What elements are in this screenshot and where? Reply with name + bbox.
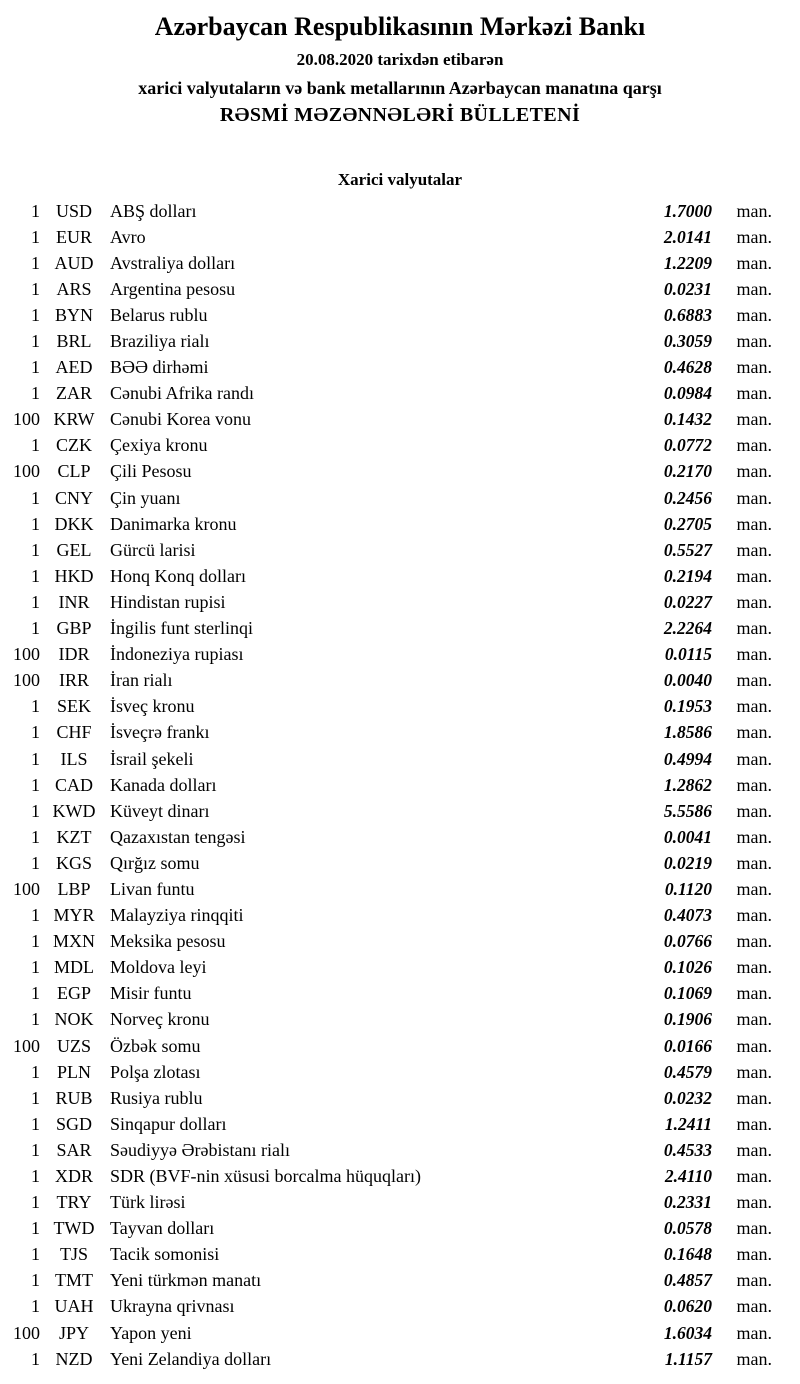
currency-quantity: 1 — [31, 1113, 40, 1134]
currency-quantity: 1 — [31, 435, 40, 456]
rate-unit: man. — [736, 461, 772, 482]
currency-quantity: 100 — [13, 1322, 40, 1343]
table-row — [0, 616, 772, 642]
rate-value: 0.3059 — [663, 331, 712, 352]
currency-name: Çin yuanı — [110, 487, 181, 508]
currency-quantity: 100 — [13, 409, 40, 430]
table-row — [0, 563, 772, 589]
rate-value: 0.0166 — [663, 1035, 712, 1056]
rate-unit: man. — [736, 1061, 772, 1082]
rate-unit: man. — [736, 1113, 772, 1134]
table-row — [0, 1346, 772, 1372]
rate-value: 0.1026 — [663, 957, 712, 978]
currency-name: Polşa zlotası — [110, 1061, 201, 1082]
rate-value: 0.2194 — [663, 565, 712, 586]
table-row — [0, 485, 772, 511]
table-row — [0, 694, 772, 720]
table-row — [0, 1059, 772, 1085]
currency-name: Belarus rublu — [110, 304, 208, 325]
currency-code: MXN — [52, 931, 95, 952]
currency-name: Misir funtu — [110, 983, 192, 1004]
currency-name: Sinqapur dolları — [110, 1113, 227, 1134]
section-title-foreign-currencies: Xarici valyutalar — [337, 170, 463, 189]
table-row — [0, 198, 772, 224]
rate-value: 1.6034 — [663, 1322, 712, 1343]
currency-quantity: 1 — [31, 591, 40, 612]
currency-name: Qazaxıstan tengəsi — [110, 826, 246, 847]
rate-unit: man. — [736, 696, 772, 717]
currency-quantity: 1 — [31, 800, 40, 821]
currency-name: Livan funtu — [110, 878, 195, 899]
rate-unit: man. — [736, 513, 772, 534]
table-row — [0, 302, 772, 328]
currency-quantity: 1 — [31, 931, 40, 952]
currency-name: Yapon yeni — [110, 1322, 192, 1343]
rate-unit: man. — [736, 1166, 772, 1187]
rate-value: 0.1953 — [663, 696, 712, 717]
currency-name: Türk lirəsi — [110, 1192, 186, 1213]
currency-quantity: 1 — [31, 1009, 40, 1030]
table-row — [0, 511, 772, 537]
currency-name: Səudiyyə Ərəbistanı rialı — [110, 1139, 290, 1160]
rate-value: 1.2411 — [664, 1113, 712, 1134]
table-row — [0, 1294, 772, 1320]
currency-quantity: 1 — [31, 565, 40, 586]
currency-code: INR — [58, 591, 90, 612]
rate-value: 0.1069 — [663, 983, 712, 1004]
table-row — [0, 589, 772, 615]
currency-code: LBP — [57, 878, 91, 899]
rate-unit: man. — [736, 1139, 772, 1160]
rate-unit: man. — [736, 226, 772, 247]
currency-code: UZS — [56, 1035, 91, 1056]
bulletin-header — [0, 0, 800, 125]
table-row — [0, 929, 772, 955]
currency-quantity: 1 — [31, 539, 40, 560]
currency-quantity: 1 — [31, 957, 40, 978]
rate-value: 5.5586 — [663, 800, 712, 821]
currency-name: Avstraliya dolları — [110, 252, 236, 273]
currency-code: CAD — [54, 774, 93, 795]
rate-value: 0.0232 — [663, 1087, 712, 1108]
rate-unit: man. — [736, 931, 772, 952]
rate-unit: man. — [736, 1087, 772, 1108]
currency-code: HKD — [54, 565, 94, 586]
currency-code: ILS — [60, 748, 88, 769]
currency-name: İndoneziya rupiası — [110, 644, 244, 665]
currency-code: KGS — [55, 852, 92, 873]
currency-quantity: 100 — [13, 1035, 40, 1056]
currency-quantity: 1 — [31, 513, 40, 534]
currency-quantity: 100 — [13, 461, 40, 482]
rate-unit: man. — [736, 1322, 772, 1343]
rate-unit: man. — [736, 800, 772, 821]
currency-quantity: 1 — [31, 252, 40, 273]
table-row — [0, 798, 772, 824]
currency-code: NOK — [54, 1009, 94, 1030]
table-row — [0, 955, 772, 981]
currency-name: Hindistan rupisi — [110, 591, 226, 612]
currency-name: ABŞ dolları — [110, 200, 197, 221]
rate-value: 1.8586 — [663, 722, 712, 743]
currency-name: İngilis funt sterlinqi — [110, 618, 253, 639]
currency-code: XDR — [54, 1166, 93, 1187]
rate-unit: man. — [736, 487, 772, 508]
currency-quantity: 1 — [31, 722, 40, 743]
currency-code: DKK — [54, 513, 94, 534]
rate-value: 0.0115 — [664, 644, 712, 665]
rate-unit: man. — [736, 200, 772, 221]
currency-quantity: 1 — [31, 1348, 40, 1369]
currency-name: Avro — [110, 226, 146, 247]
currency-name: Cənubi Afrika randı — [110, 383, 254, 404]
currency-code: TRY — [56, 1192, 92, 1213]
rate-value: 0.4857 — [663, 1270, 712, 1291]
currency-name: Küveyt dinarı — [110, 800, 210, 821]
currency-name: İsveç kronu — [110, 696, 195, 717]
rate-value: 0.1648 — [663, 1244, 712, 1265]
rate-value: 0.2170 — [663, 461, 712, 482]
currency-name: Çili Pesosu — [110, 461, 192, 482]
rate-unit: man. — [736, 1009, 772, 1030]
rate-unit: man. — [736, 331, 772, 352]
rate-unit: man. — [736, 1244, 772, 1265]
currency-code: AED — [55, 357, 93, 378]
rate-unit: man. — [736, 304, 772, 325]
currency-code: CZK — [56, 435, 92, 456]
currency-quantity: 1 — [31, 618, 40, 639]
currency-code: BRL — [56, 331, 92, 352]
rate-value: 0.0772 — [663, 435, 712, 456]
currency-quantity: 1 — [31, 1192, 40, 1213]
rate-value: 1.2862 — [663, 774, 712, 795]
table-row — [0, 720, 772, 746]
rate-value: 0.4533 — [663, 1139, 712, 1160]
currency-name: Cənubi Korea vonu — [110, 409, 251, 430]
table-row — [0, 250, 772, 276]
currency-code: JPY — [58, 1322, 89, 1343]
table-row — [0, 824, 772, 850]
rate-value: 0.0227 — [663, 591, 712, 612]
table-row — [0, 537, 772, 563]
currency-code: SAR — [56, 1139, 92, 1160]
rate-value: 0.1432 — [663, 409, 712, 430]
currency-code: EUR — [56, 226, 92, 247]
table-row — [0, 1137, 772, 1163]
rate-value: 1.1157 — [664, 1348, 712, 1369]
effective-date-line: 20.08.2020 tarixdən etibarən — [296, 50, 504, 69]
currency-quantity: 100 — [13, 670, 40, 691]
rate-value: 2.2264 — [663, 618, 712, 639]
table-row — [0, 381, 772, 407]
rate-value: 0.4579 — [663, 1061, 712, 1082]
currency-name: Tayvan dolları — [110, 1218, 215, 1239]
currency-name: SDR (BVF-nin xüsusi borcalma hüquqları) — [110, 1166, 421, 1187]
currency-quantity: 1 — [31, 278, 40, 299]
rate-unit: man. — [736, 722, 772, 743]
rate-value: 0.0984 — [663, 383, 712, 404]
rate-unit: man. — [736, 774, 772, 795]
currency-name: Moldova leyi — [110, 957, 207, 978]
rate-value: 0.2456 — [663, 487, 712, 508]
page-title: Azərbaycan Respublikasının Mərkəzi Bankı — [154, 12, 646, 41]
currency-code: KRW — [53, 409, 95, 430]
currency-code: USD — [55, 200, 92, 221]
table-row — [0, 224, 772, 250]
table-row — [0, 459, 772, 485]
rate-value: 0.0766 — [663, 931, 712, 952]
rate-unit: man. — [736, 983, 772, 1004]
rate-unit: man. — [736, 905, 772, 926]
rate-unit: man. — [736, 1296, 772, 1317]
table-row — [0, 772, 772, 798]
rate-value: 0.0041 — [663, 826, 712, 847]
rate-unit: man. — [736, 591, 772, 612]
table-row — [0, 433, 772, 459]
table-row — [0, 1216, 772, 1242]
currency-quantity: 1 — [31, 826, 40, 847]
currency-quantity: 1 — [31, 1218, 40, 1239]
currency-quantity: 1 — [31, 487, 40, 508]
currency-name: Honq Konq dolları — [110, 565, 246, 586]
currency-name: Yeni türkmən manatı — [110, 1270, 262, 1291]
currency-code: TWD — [53, 1218, 95, 1239]
rate-unit: man. — [736, 435, 772, 456]
currency-code: CHF — [56, 722, 92, 743]
table-row — [0, 746, 772, 772]
currency-code: KWD — [52, 800, 96, 821]
currency-name: Özbək somu — [110, 1035, 201, 1056]
table-row — [0, 876, 772, 902]
table-row — [0, 642, 772, 668]
rate-value: 0.1120 — [664, 878, 712, 899]
currency-quantity: 1 — [31, 983, 40, 1004]
currency-quantity: 1 — [31, 383, 40, 404]
currency-quantity: 1 — [31, 1087, 40, 1108]
currency-code: IRR — [58, 670, 89, 691]
currency-code: EGP — [56, 983, 91, 1004]
currency-quantity: 1 — [31, 1139, 40, 1160]
currency-code: CNY — [54, 487, 93, 508]
rate-value: 0.0219 — [663, 852, 712, 873]
currency-name: Gürcü larisi — [110, 539, 196, 560]
currency-name: İsrail şekeli — [110, 748, 194, 769]
currency-code: SEK — [56, 696, 91, 717]
currency-code: GEL — [56, 539, 92, 560]
currency-name: Tacik somonisi — [110, 1244, 220, 1265]
currency-quantity: 1 — [31, 331, 40, 352]
currency-quantity: 1 — [31, 1244, 40, 1265]
rate-unit: man. — [736, 618, 772, 639]
rate-value: 0.2331 — [663, 1192, 712, 1213]
bulletin-subtitle: xarici valyutaların və bank metallarının Azərbaycan manatına qarşı — [138, 78, 662, 98]
currency-quantity: 1 — [31, 1296, 40, 1317]
currency-code: IDR — [58, 644, 90, 665]
currency-quantity: 1 — [31, 905, 40, 926]
currency-code: TMT — [55, 1270, 93, 1291]
rate-value: 0.0231 — [663, 278, 712, 299]
currency-code: AUD — [54, 252, 94, 273]
currency-quantity: 1 — [31, 226, 40, 247]
currency-name: Qırğız somu — [110, 852, 200, 873]
rate-unit: man. — [736, 878, 772, 899]
currency-name: Norveç kronu — [110, 1009, 210, 1030]
table-row — [0, 1242, 772, 1268]
currency-quantity: 1 — [31, 304, 40, 325]
rate-unit: man. — [736, 357, 772, 378]
currency-name: Meksika pesosu — [110, 931, 226, 952]
currency-code: RUB — [55, 1087, 93, 1108]
rate-value: 0.5527 — [663, 539, 712, 560]
currency-name: İran rialı — [110, 670, 173, 691]
currency-code: GBP — [56, 618, 92, 639]
currency-code: KZT — [56, 826, 92, 847]
rate-unit: man. — [736, 1035, 772, 1056]
currency-name: Ukrayna qrivnası — [110, 1296, 235, 1317]
currency-code: BYN — [54, 304, 93, 325]
table-row — [0, 981, 772, 1007]
table-row — [0, 328, 772, 354]
table-row — [0, 1111, 772, 1137]
currency-code: PLN — [56, 1061, 91, 1082]
currency-quantity: 1 — [31, 774, 40, 795]
currency-code: MDL — [54, 957, 94, 978]
rate-unit: man. — [736, 826, 772, 847]
table-row — [0, 276, 772, 302]
table-row — [0, 1268, 772, 1294]
currency-name: Malayziya rinqqiti — [110, 905, 244, 926]
table-row — [0, 1190, 772, 1216]
rate-value: 2.0141 — [663, 226, 712, 247]
rate-value: 0.4628 — [663, 357, 712, 378]
table-row — [0, 1085, 772, 1111]
rate-unit: man. — [736, 1270, 772, 1291]
currency-name: Argentina pesosu — [110, 278, 236, 299]
currency-code: SGD — [55, 1113, 92, 1134]
rate-value: 0.2705 — [663, 513, 712, 534]
table-row — [0, 668, 772, 694]
rate-unit: man. — [736, 1218, 772, 1239]
currency-quantity: 1 — [31, 1270, 40, 1291]
currency-code: ARS — [56, 278, 92, 299]
currency-quantity: 1 — [31, 1166, 40, 1187]
rate-value: 0.0620 — [663, 1296, 712, 1317]
rate-value: 0.0040 — [663, 670, 712, 691]
table-row — [0, 407, 772, 433]
currency-quantity: 1 — [31, 357, 40, 378]
rate-value: 0.4994 — [663, 748, 712, 769]
rate-unit: man. — [736, 644, 772, 665]
table-row — [0, 1007, 772, 1033]
currency-quantity: 1 — [31, 852, 40, 873]
currency-name: Çexiya kronu — [110, 435, 208, 456]
rate-unit: man. — [736, 1348, 772, 1369]
currency-name: Danimarka kronu — [110, 513, 237, 534]
currency-code: NZD — [55, 1348, 93, 1369]
rate-unit: man. — [736, 670, 772, 691]
currency-quantity: 1 — [31, 696, 40, 717]
rate-unit: man. — [736, 409, 772, 430]
currency-code: UAH — [54, 1296, 94, 1317]
rate-value: 0.0578 — [663, 1218, 712, 1239]
rate-value: 0.4073 — [663, 905, 712, 926]
currency-name: Rusiya rublu — [110, 1087, 203, 1108]
currency-quantity: 1 — [31, 1061, 40, 1082]
rate-value: 1.7000 — [663, 200, 712, 221]
currency-code: TJS — [59, 1244, 88, 1265]
currency-name: İsveçrə frankı — [110, 722, 210, 743]
rate-value: 1.2209 — [663, 252, 712, 273]
rate-unit: man. — [736, 383, 772, 404]
bulletin-title: RƏSMİ MƏZƏNNƏLƏRİ BÜLLETENİ — [219, 104, 581, 126]
currency-quantity: 100 — [13, 644, 40, 665]
table-row — [0, 355, 772, 381]
rate-value: 0.1906 — [663, 1009, 712, 1030]
rate-unit: man. — [736, 539, 772, 560]
currency-quantity: 1 — [31, 748, 40, 769]
currency-code: ZAR — [56, 383, 92, 404]
rate-unit: man. — [736, 748, 772, 769]
rate-unit: man. — [736, 957, 772, 978]
currency-quantity: 100 — [13, 878, 40, 899]
rate-unit: man. — [736, 252, 772, 273]
rate-unit: man. — [736, 1192, 772, 1213]
currency-code: MYR — [53, 905, 95, 926]
table-row — [0, 903, 772, 929]
rate-value: 2.4110 — [664, 1166, 712, 1187]
rate-value: 0.6883 — [663, 304, 712, 325]
rates-table — [0, 198, 800, 1372]
table-row — [0, 1163, 772, 1189]
currency-name: Braziliya rialı — [110, 331, 210, 352]
rate-unit: man. — [736, 852, 772, 873]
rate-unit: man. — [736, 565, 772, 586]
currency-name: BƏƏ dirhəmi — [110, 357, 209, 378]
currency-code: CLP — [57, 461, 91, 482]
table-row — [0, 850, 772, 876]
table-row — [0, 1033, 772, 1059]
rate-unit: man. — [736, 278, 772, 299]
currency-quantity: 1 — [31, 200, 40, 221]
table-row — [0, 1320, 772, 1346]
currency-name: Yeni Zelandiya dolları — [110, 1348, 272, 1369]
currency-name: Kanada dolları — [110, 774, 217, 795]
